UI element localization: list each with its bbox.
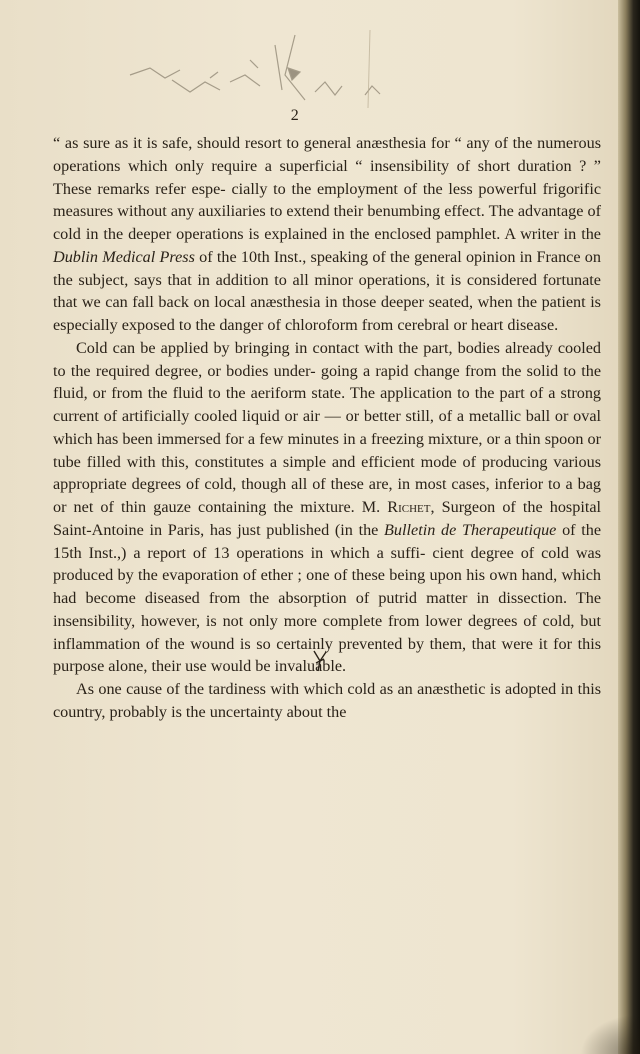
text-line: “ any of the numerous operations which only require a superficial bbox=[53, 134, 601, 175]
text-line: Cold can be applied by bringing in contact with the part, bbox=[76, 338, 453, 357]
text-line: the mixture. M. bbox=[273, 498, 388, 516]
text-line: is adopted in this country, probably is the uncertainty about the bbox=[53, 680, 601, 721]
text-line: As one cause of the tardiness with which cold as an anæsthetic bbox=[76, 680, 486, 698]
journal-title: Dublin Medical Press bbox=[53, 247, 195, 266]
corner-shadow bbox=[580, 1014, 640, 1054]
text-line: the subject, says that in addition to all minor operations, it is bbox=[53, 270, 462, 289]
text-line: various appropriate degrees of cold, though all of these are, bbox=[53, 452, 602, 494]
text-line: still, of a metallic ball or oval which has been immersed for a bbox=[53, 407, 601, 448]
text-line: fluid to the aeriform state. The application to the part of a bbox=[172, 384, 556, 403]
ink-smudge-decoration bbox=[110, 20, 410, 110]
text-line: “ insensibility of short duration ? ” These remarks refer espe- bbox=[53, 156, 601, 198]
paragraph-1 bbox=[53, 132, 601, 337]
text-line: strong current of artificially cooled liquid or air — or better bbox=[53, 384, 602, 425]
surgeon-name: Richet bbox=[387, 498, 431, 516]
text-line: to the danger of chloroform from cerebral or heart disease. bbox=[178, 316, 559, 334]
text-line: would be invaluable. bbox=[210, 657, 347, 676]
text-line: going a rapid change from the solid to the fluid, or from the bbox=[53, 361, 602, 403]
paragraph-3 bbox=[53, 678, 601, 724]
text-line: insensibility, however, is not only more complete from lower bbox=[53, 611, 463, 630]
text-line: in Paris, has just published (in the bbox=[149, 520, 385, 539]
text-line: advantage of cold in the deeper operations is explained in the bbox=[53, 202, 601, 243]
text-line: considered fortunate that we can fall back on local anæsthesia bbox=[53, 270, 601, 312]
ink-blot-mark bbox=[311, 649, 329, 673]
text-line: the 10th Inst., speaking of the general opinion in France on bbox=[216, 247, 601, 266]
text-line: enclosed pamphlet. A writer in the bbox=[374, 225, 601, 243]
binding-shadow bbox=[618, 0, 640, 1054]
text-line: cient degree of cold was produced by the evaporation of ether ; bbox=[53, 543, 602, 585]
text-line: in those deeper seated, when the patient is especially exposed bbox=[53, 293, 601, 334]
text-line: without any auxiliaries to extend their benumbing effect. The bbox=[117, 202, 514, 221]
text-line: of the 15th Inst.,) a report of 13 operations in which a suffi- bbox=[53, 520, 602, 562]
text-line: degrees of cold, but inflammation of the wound is so certainly bbox=[53, 611, 601, 653]
text-line: , Surgeon of the hospital Saint-Antoine bbox=[53, 498, 602, 539]
page-number: 2 bbox=[290, 107, 300, 124]
text-line: cially to the employment of the less powerful frigorific measures bbox=[53, 179, 602, 221]
text-line: in most cases, inferior to a bag or net of thin gauze containing bbox=[53, 475, 601, 516]
text-line: “ as sure as it is safe, should resort to general anæsthesia for bbox=[53, 134, 450, 152]
text-line: few minutes in a freezing mixture, or a thin spoon or tube filled bbox=[53, 429, 602, 471]
bulletin-title: Bulletin de Therapeutique bbox=[384, 520, 557, 539]
text-line: bodies already cooled to the required degree, or bodies under- bbox=[53, 338, 601, 380]
text-line: with this, constitutes a simple and efficient mode of producing bbox=[126, 452, 548, 471]
text-line: diseased from the absorption of putrid matter in dissection. The bbox=[144, 589, 601, 607]
text-line: of bbox=[194, 247, 213, 266]
text-line: prevented by them, that were it for this purpose alone, their use bbox=[53, 634, 602, 676]
body-text bbox=[53, 132, 601, 724]
text-line: one of these being upon his own hand, which had become bbox=[53, 566, 602, 607]
paragraph-2 bbox=[53, 337, 601, 678]
